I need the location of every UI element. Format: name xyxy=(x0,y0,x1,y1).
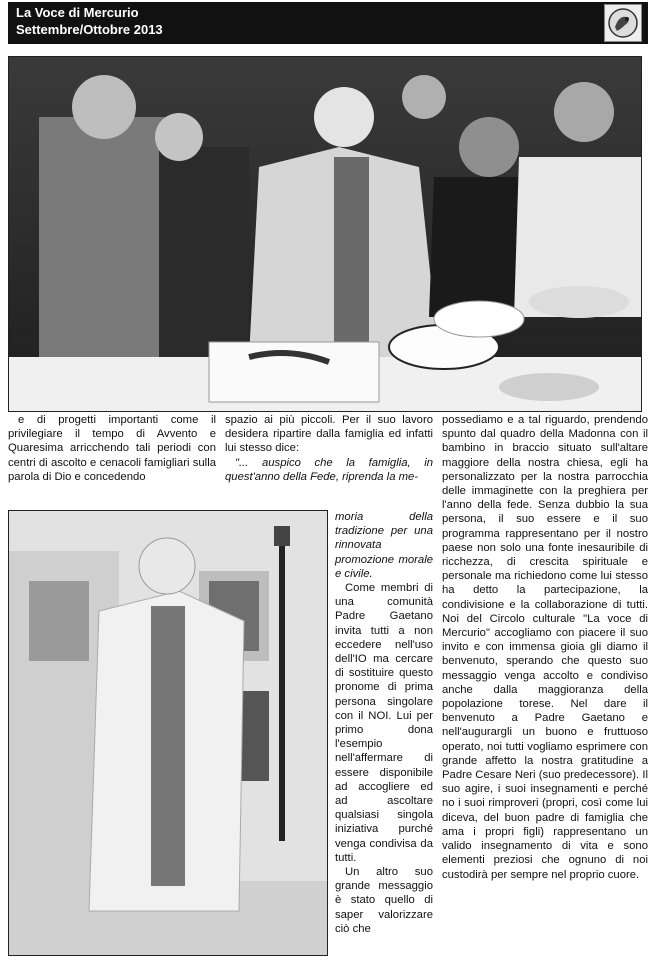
newspaper-title: La Voce di Mercurio xyxy=(16,5,139,20)
quote-start: "... auspico che la famiglia, in quest'anno della Fede, riprenda la me- xyxy=(225,456,433,483)
logo-seal-icon xyxy=(604,4,642,42)
article-column-1 xyxy=(8,413,216,484)
quote-rest: moria della tradizione per una rinnovata promozione morale e civile. xyxy=(335,511,433,580)
paragraph: possediamo e a tal riguardo, prendendo spunto dal quadro della Madonna con il bambino in braccio situato sull'altare maggiore della nostra chiesa, egli ha personalizzato per la nostra parrocchia delle immaginette con la preghiera per l'anno della fede. Senza dubbio la sua persona, il suo essere e il suo programma rappresentano per il nostro paese non solo una fonte inesauribile di ricchezza, di crescita spirituale e personale ma richiedono come lui stesso ha detto la partecipazione, la condivisione e la collaborazione di tutti. Noi del Circolo culturale "La voce di Mercurio" accogliamo con piacere il suo invito e con immensa gioia gli diamo il benvenuto, sperando che questo suo messaggio venga accolto e condiviso anche dalla maggioranza della popolazione torese. Nel dare il benvenuto a Padre Gaetano e nell'augurargli un buono e fruttuoso operato, noi tutti vogliamo esprimere con grande affetto la nostra gratitudine a Padre Cesare Neri (suo predecessore). Il suo agire, i suoi insegnamenti e perché no i suoi rimproveri (propri, così come lui diceva, del buon padre di famiglia che ama i propri figli) rappresentano un valido insegnamento di vita e sono elementi preziosi che ognuno di noi custodirà per sempre nel proprio cuore. xyxy=(442,414,648,881)
paragraph: Come membri di una comunità Padre Gaetano invita tutti a non eccedere nell'uso dell'IO ma cercare di sostituire questo pronome di prima persona singolare con il NOI. Lui per primo dona l'esempio nell'affermare di essere disponibile ad accogliere ed ad ascoltare qualsiasi singola iniziativa purché venga condivisa da tutti. xyxy=(335,582,433,864)
paragraph: spazio ai più piccoli. Per il suo lavoro desidera ripartire dalla famiglia ed infatti lui stesso dice: xyxy=(225,414,433,455)
photo-cake-celebration xyxy=(8,56,642,412)
page-header xyxy=(8,2,648,44)
paragraph: Un altro suo grande messaggio è stato quello di saper valorizzare ciò che xyxy=(335,866,433,935)
article-column-3 xyxy=(442,413,648,882)
issue-date: Settembre/Ottobre 2013 xyxy=(16,22,163,37)
article-column-2-top xyxy=(225,413,433,484)
article-column-2-bottom xyxy=(335,510,433,936)
photo-priest-altar xyxy=(8,510,328,956)
paragraph: e di progetti importanti come il privilegiare il tempo di Avvento e Quaresima arricchendo tali periodi con centri di ascolto e cenacoli famigliari sulla parola di Dio e concedendo xyxy=(8,414,216,483)
